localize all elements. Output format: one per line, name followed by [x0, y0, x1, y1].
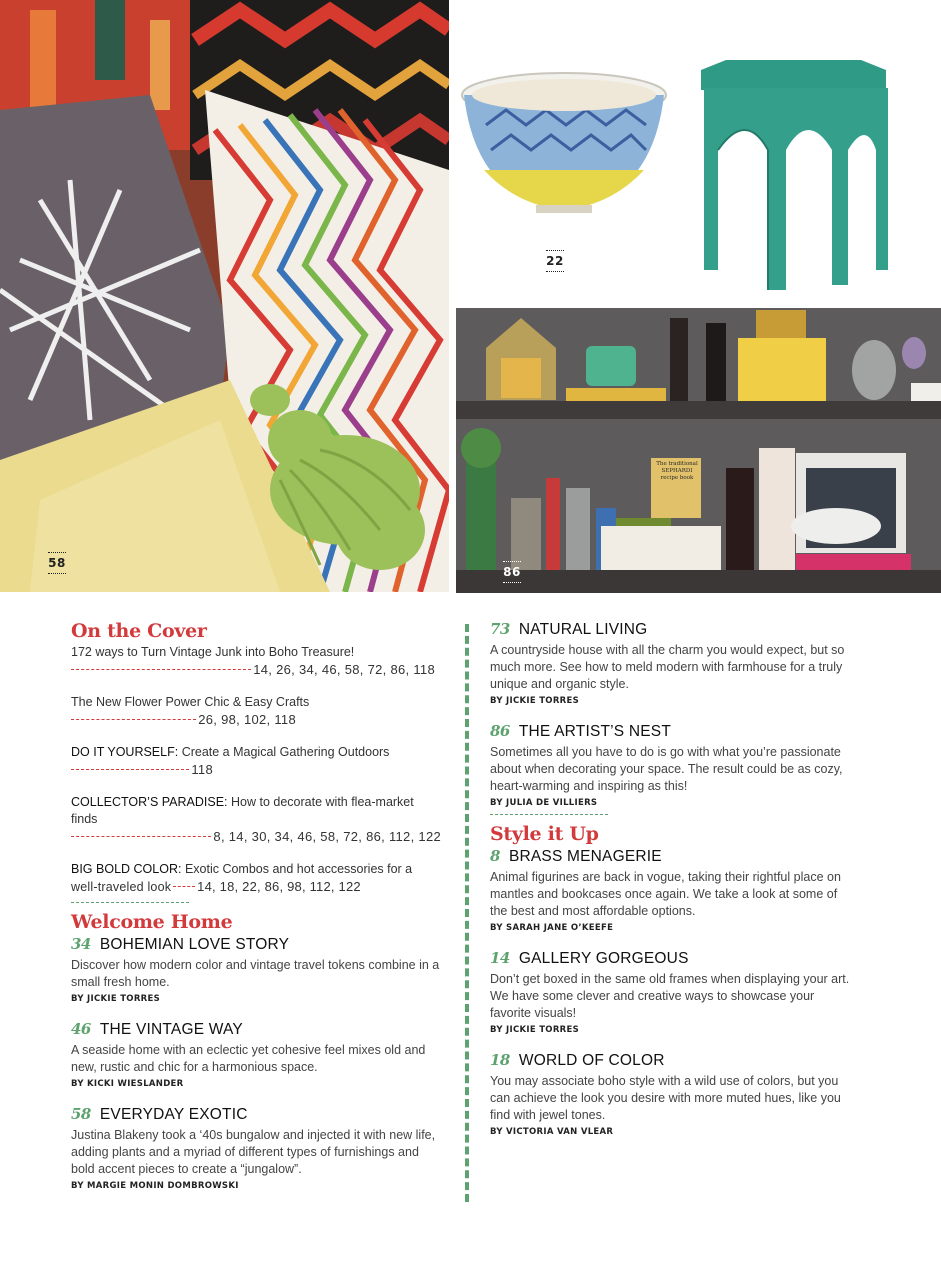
section-title-style-it-up: Style it Up [490, 823, 599, 845]
story-item[interactable] [71, 1105, 441, 1191]
photo-pillows [0, 0, 449, 592]
cover-item: The New Flower Power Chic & Easy Crafts 26, 98, 102, 118 [71, 694, 310, 727]
story-description: A seaside home with an eclectic yet cohesive feel mixes old and new, rustic and chic for a harmonious space. [71, 1042, 426, 1074]
right-column [490, 620, 850, 1153]
story-title: BOHEMIAN LOVE STORY [99, 935, 290, 953]
story-description: Animal figurines are back in vogue, taking their rightful place on mantles and bookcases once again. We take a look at some of the best and most affordable options. [490, 869, 841, 918]
story-byline: BY VICTORIA VAN VLEAR [490, 1126, 614, 1137]
story-byline: BY JULIA DE VILLIERS [490, 798, 598, 808]
story-description: Don’t get boxed in the same old frames when displaying your art. We have some clever and creative ways to showcase your favorite visuals! [490, 971, 850, 1020]
story-item[interactable] [490, 1051, 850, 1137]
separator [490, 814, 608, 815]
story-page: 14 [490, 948, 510, 967]
story-title: THE VINTAGE WAY [99, 1020, 243, 1038]
cover-item: 172 ways to Turn Vintage Junk into Boho Treasure! 14, 26, 34, 46, 58, 72, 86, 118 [71, 644, 435, 677]
story-byline: BY KICKI WIESLANDER [71, 1078, 184, 1089]
story-page: 73 [490, 620, 510, 638]
story-title: EVERYDAY EXOTIC [99, 1105, 248, 1123]
story-byline: BY SARAH JANE O’KEEFE [490, 922, 614, 933]
page-list: 8, 14, 30, 34, 46, 58, 72, 86, 112, 122 [213, 828, 441, 844]
page-list: 26, 98, 102, 118 [198, 711, 296, 727]
story-description: Discover how modern color and vintage travel tokens combine in a small fresh home. [71, 957, 440, 989]
photo-bowl-and-table [456, 0, 941, 305]
story-title: THE ARTIST’S NEST [518, 723, 671, 740]
page-number: 22 [543, 247, 567, 275]
section-title-welcome-home: Welcome Home [71, 910, 233, 933]
section-title-on-the-cover: On the Cover [71, 620, 207, 642]
story-page: 8 [490, 846, 500, 865]
story-item[interactable] [490, 949, 850, 1035]
story-title: WORLD OF COLOR [518, 1051, 665, 1069]
story-page: 46 [71, 1019, 91, 1038]
story-page: 34 [71, 934, 91, 953]
story-item[interactable] [71, 935, 441, 1004]
cover-item: DO IT YOURSELF: Create a Magical Gathering Outdoors 118 [71, 744, 390, 777]
book-spine-label: The traditional SEPHARDI recipe book [656, 461, 698, 481]
story-page: 58 [71, 1104, 91, 1123]
story-description: Sometimes all you have to do is go with what you’re passionate about when decorating your space. The result could be as cozy, heart-warming and inspiring as this! [490, 745, 843, 793]
story-byline: BY JICKIE TORRES [71, 993, 161, 1004]
photo-shelves [456, 308, 941, 593]
story-description: Justina Blakeny took a ‘40s bungalow and injected it with new life, adding plants and a myriad of different types of furnishings and bold accent pieces to create a “jungalow”. [71, 1127, 436, 1176]
story-title: GALLERY GORGEOUS [518, 949, 689, 967]
cover-item: COLLECTOR’S PARADISE: How to decorate with flea-market finds 8, 14, 30, 34, 46, 58, 72, 86, 112, 122 [71, 794, 441, 844]
story-byline: BY JICKIE TORRES [490, 1024, 580, 1035]
story-byline: BY JICKIE TORRES [490, 696, 580, 706]
story-item[interactable] [71, 1020, 441, 1089]
story-page: 86 [490, 722, 510, 740]
story-description: A countryside house with all the charm you would expect, but so much more. See how to meld modern with farmhouse for a truly unique and organic style. [490, 643, 845, 691]
story-page: 18 [490, 1050, 510, 1069]
column-divider [465, 624, 469, 1202]
story-item[interactable] [490, 722, 850, 808]
separator [71, 902, 189, 903]
page-number: 86 [500, 558, 524, 586]
story-byline: BY MARGIE MONIN DOMBROWSKI [71, 1180, 239, 1191]
story-title: NATURAL LIVING [518, 621, 648, 638]
left-column [71, 620, 441, 1207]
story-item[interactable] [490, 620, 850, 706]
story-description: You may associate boho style with a wild use of colors, but you can achieve the look you desire with more muted hues, like you find with jewel tones. [490, 1073, 841, 1122]
page-list: 14, 26, 34, 46, 58, 72, 86, 118 [253, 661, 435, 677]
cover-item: BIG BOLD COLOR: Exotic Combos and hot accessories for a well-traveled look 14, 18, 22, 86, 98, 112, 122 [71, 861, 413, 894]
page-list: 118 [191, 761, 213, 777]
page-list: 14, 18, 22, 86, 98, 112, 122 [197, 878, 361, 894]
page-number: 58 [45, 549, 69, 577]
story-title: BRASS MENAGERIE [508, 847, 662, 865]
story-item[interactable] [490, 847, 850, 933]
